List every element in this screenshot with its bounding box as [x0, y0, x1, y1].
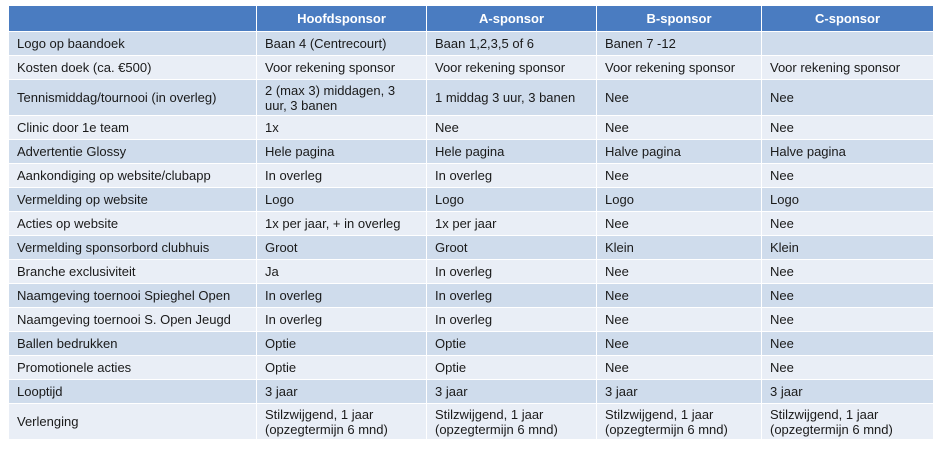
table-cell: In overleg: [257, 284, 427, 308]
table-cell: Halve pagina: [597, 140, 762, 164]
table-cell: Voor rekening sponsor: [597, 56, 762, 80]
table-cell: Nee: [597, 284, 762, 308]
table-cell: In overleg: [427, 284, 597, 308]
table-cell: Nee: [762, 212, 934, 236]
row-label-cell: Naamgeving toernooi Spieghel Open: [9, 284, 257, 308]
row-label-cell: Kosten doek (ca. €500): [9, 56, 257, 80]
table-cell: Optie: [427, 356, 597, 380]
table-cell: Nee: [762, 164, 934, 188]
table-cell: Nee: [597, 80, 762, 116]
table-cell: Voor rekening sponsor: [427, 56, 597, 80]
table-row: [9, 308, 934, 332]
table-cell: In overleg: [427, 164, 597, 188]
table-cell: In overleg: [427, 308, 597, 332]
row-label-cell: Verlenging: [9, 404, 257, 440]
table-cell: Nee: [597, 356, 762, 380]
table-cell: Nee: [762, 116, 934, 140]
table-cell: Halve pagina: [762, 140, 934, 164]
table-cell: Nee: [762, 80, 934, 116]
table-row: [9, 56, 934, 80]
table-row: [9, 284, 934, 308]
table-row: [9, 404, 934, 440]
row-label-cell: Vermelding op website: [9, 188, 257, 212]
header-cell-hoofdsponsor: Hoofdsponsor: [257, 6, 427, 32]
table-cell: 1x per jaar, + in overleg: [257, 212, 427, 236]
table-row: [9, 116, 934, 140]
table-cell: Groot: [257, 236, 427, 260]
row-label-cell: Logo op baandoek: [9, 32, 257, 56]
table-row: [9, 32, 934, 56]
row-label-cell: Promotionele acties: [9, 356, 257, 380]
table-cell: Nee: [762, 308, 934, 332]
table-cell: In overleg: [257, 164, 427, 188]
table-cell: [762, 32, 934, 56]
table-cell: Stilzwijgend, 1 jaar (opzegtermijn 6 mnd): [427, 404, 597, 440]
header-cell-empty: [9, 6, 257, 32]
table-cell: Klein: [762, 236, 934, 260]
table-cell: Stilzwijgend, 1 jaar (opzegtermijn 6 mnd): [762, 404, 934, 440]
table-cell: Hele pagina: [427, 140, 597, 164]
table-cell: Nee: [762, 356, 934, 380]
table-cell: Nee: [762, 332, 934, 356]
table-cell: Voor rekening sponsor: [257, 56, 427, 80]
row-label-cell: Ballen bedrukken: [9, 332, 257, 356]
table-cell: Baan 4 (Centrecourt): [257, 32, 427, 56]
table-row: [9, 380, 934, 404]
table-cell: 1 middag 3 uur, 3 banen: [427, 80, 597, 116]
table-cell: 3 jaar: [597, 380, 762, 404]
row-label-cell: Naamgeving toernooi S. Open Jeugd: [9, 308, 257, 332]
row-label-cell: Tennismiddag/tournooi (in overleg): [9, 80, 257, 116]
table-row: [9, 140, 934, 164]
row-label-cell: Clinic door 1e team: [9, 116, 257, 140]
sponsor-table: [8, 5, 934, 440]
row-label-cell: Acties op website: [9, 212, 257, 236]
sponsor-table-container: [8, 5, 933, 440]
table-body: [9, 32, 934, 440]
table-cell: Klein: [597, 236, 762, 260]
table-cell: Nee: [597, 260, 762, 284]
table-cell: Nee: [597, 164, 762, 188]
table-cell: Ja: [257, 260, 427, 284]
table-cell: Nee: [597, 212, 762, 236]
table-cell: 3 jaar: [257, 380, 427, 404]
row-label-cell: Vermelding sponsorbord clubhuis: [9, 236, 257, 260]
table-cell: 3 jaar: [762, 380, 934, 404]
table-row: [9, 260, 934, 284]
table-cell: Logo: [257, 188, 427, 212]
table-row: [9, 236, 934, 260]
table-cell: Nee: [597, 308, 762, 332]
table-cell: Nee: [597, 116, 762, 140]
table-row: [9, 356, 934, 380]
table-cell: Nee: [762, 260, 934, 284]
table-cell: Nee: [762, 284, 934, 308]
header-row: [9, 6, 934, 32]
table-cell: 3 jaar: [427, 380, 597, 404]
table-cell: 1x per jaar: [427, 212, 597, 236]
table-cell: Hele pagina: [257, 140, 427, 164]
row-label-cell: Looptijd: [9, 380, 257, 404]
table-row: [9, 332, 934, 356]
row-label-cell: Branche exclusiviteit: [9, 260, 257, 284]
table-cell: Voor rekening sponsor: [762, 56, 934, 80]
table-cell: Nee: [597, 332, 762, 356]
table-row: [9, 80, 934, 116]
table-cell: In overleg: [257, 308, 427, 332]
row-label-cell: Aankondiging op website/clubapp: [9, 164, 257, 188]
table-cell: Optie: [257, 332, 427, 356]
table-cell: Optie: [427, 332, 597, 356]
table-cell: In overleg: [427, 260, 597, 284]
table-row: [9, 212, 934, 236]
table-cell: 1x: [257, 116, 427, 140]
table-cell: Nee: [427, 116, 597, 140]
table-cell: Stilzwijgend, 1 jaar (opzegtermijn 6 mnd): [257, 404, 427, 440]
table-cell: Logo: [597, 188, 762, 212]
header-cell-a-sponsor: A-sponsor: [427, 6, 597, 32]
table-cell: Banen 7 -12: [597, 32, 762, 56]
row-label-cell: Advertentie Glossy: [9, 140, 257, 164]
table-cell: Optie: [257, 356, 427, 380]
table-cell: Stilzwijgend, 1 jaar (opzegtermijn 6 mnd): [597, 404, 762, 440]
table-cell: Baan 1,2,3,5 of 6: [427, 32, 597, 56]
table-cell: 2 (max 3) middagen, 3 uur, 3 banen: [257, 80, 427, 116]
table-cell: Logo: [427, 188, 597, 212]
header-cell-c-sponsor: C-sponsor: [762, 6, 934, 32]
table-cell: Groot: [427, 236, 597, 260]
table-cell: Logo: [762, 188, 934, 212]
table-row: [9, 188, 934, 212]
table-row: [9, 164, 934, 188]
header-cell-b-sponsor: B-sponsor: [597, 6, 762, 32]
